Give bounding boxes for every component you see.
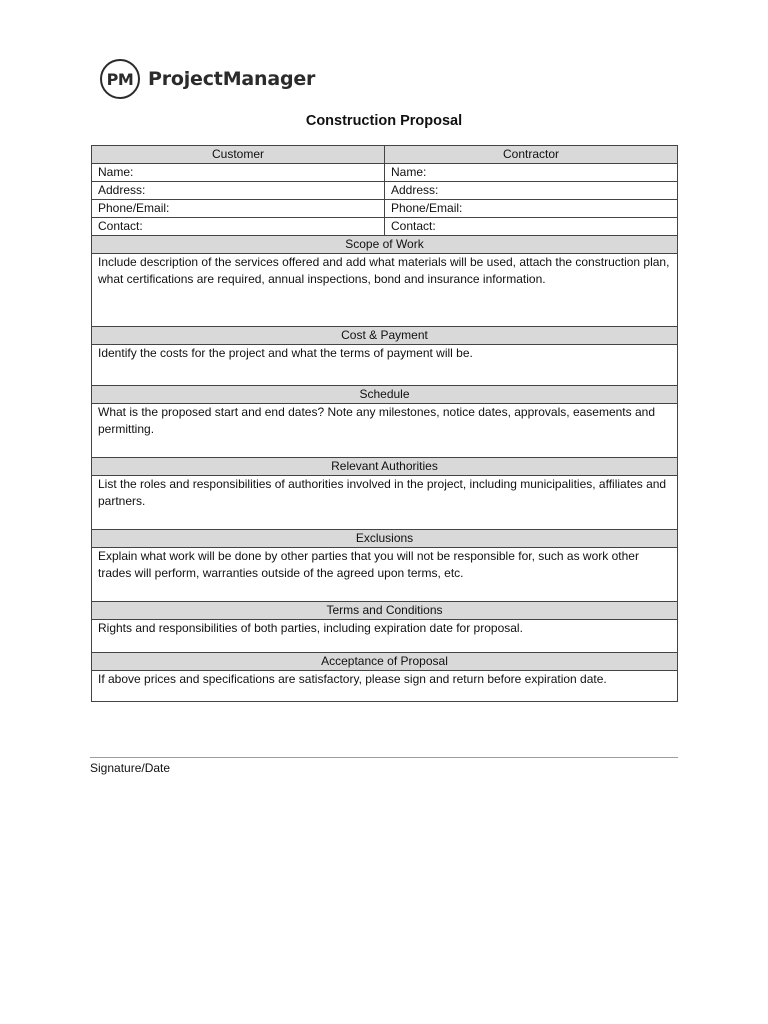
cost-payment-body[interactable]: Identify the costs for the project and what the terms of payment will be. bbox=[92, 345, 678, 386]
customer-phone-email-field[interactable]: Phone/Email: bbox=[92, 200, 385, 218]
pm-logo-icon: PM bbox=[100, 59, 140, 99]
contractor-header: Contractor bbox=[385, 146, 678, 164]
relevant-authorities-header: Relevant Authorities bbox=[92, 458, 678, 476]
relevant-authorities-body[interactable]: List the roles and responsibilities of authorities involved in the project, including municipalities, affiliates and partners. bbox=[92, 476, 678, 530]
acceptance-header: Acceptance of Proposal bbox=[92, 653, 678, 671]
contractor-contact-field[interactable]: Contact: bbox=[385, 218, 678, 236]
signature-line[interactable] bbox=[90, 757, 678, 758]
acceptance-body[interactable]: If above prices and specifications are satisfactory, please sign and return before expiration date. bbox=[92, 671, 678, 702]
customer-address-field[interactable]: Address: bbox=[92, 182, 385, 200]
terms-conditions-body[interactable]: Rights and responsibilities of both parties, including expiration date for proposal. bbox=[92, 620, 678, 653]
exclusions-header: Exclusions bbox=[92, 530, 678, 548]
proposal-form-table bbox=[91, 145, 678, 702]
document-title: Construction Proposal bbox=[305, 113, 463, 129]
schedule-body[interactable]: What is the proposed start and end dates? Note any milestones, notice dates, approvals, easements and permitting. bbox=[92, 404, 678, 458]
brand-name: ProjectManager bbox=[148, 68, 316, 90]
cost-payment-header: Cost & Payment bbox=[92, 327, 678, 345]
customer-header: Customer bbox=[92, 146, 385, 164]
customer-contact-field[interactable]: Contact: bbox=[92, 218, 385, 236]
contractor-name-field[interactable]: Name: bbox=[385, 164, 678, 182]
customer-name-field[interactable]: Name: bbox=[92, 164, 385, 182]
scope-of-work-header: Scope of Work bbox=[92, 236, 678, 254]
exclusions-body[interactable]: Explain what work will be done by other parties that you will not be responsible for, such as work other trades will perform, warranties outside of the agreed upon terms, etc. bbox=[92, 548, 678, 602]
terms-conditions-header: Terms and Conditions bbox=[92, 602, 678, 620]
schedule-header: Schedule bbox=[92, 386, 678, 404]
signature-date-label: Signature/Date bbox=[90, 761, 171, 775]
contractor-phone-email-field[interactable]: Phone/Email: bbox=[385, 200, 678, 218]
scope-of-work-body[interactable]: Include description of the services offered and add what materials will be used, attach the construction plan, what certifications are required, annual inspections, bond and insurance information. bbox=[92, 254, 678, 327]
brand-logo bbox=[100, 56, 315, 102]
contractor-address-field[interactable]: Address: bbox=[385, 182, 678, 200]
